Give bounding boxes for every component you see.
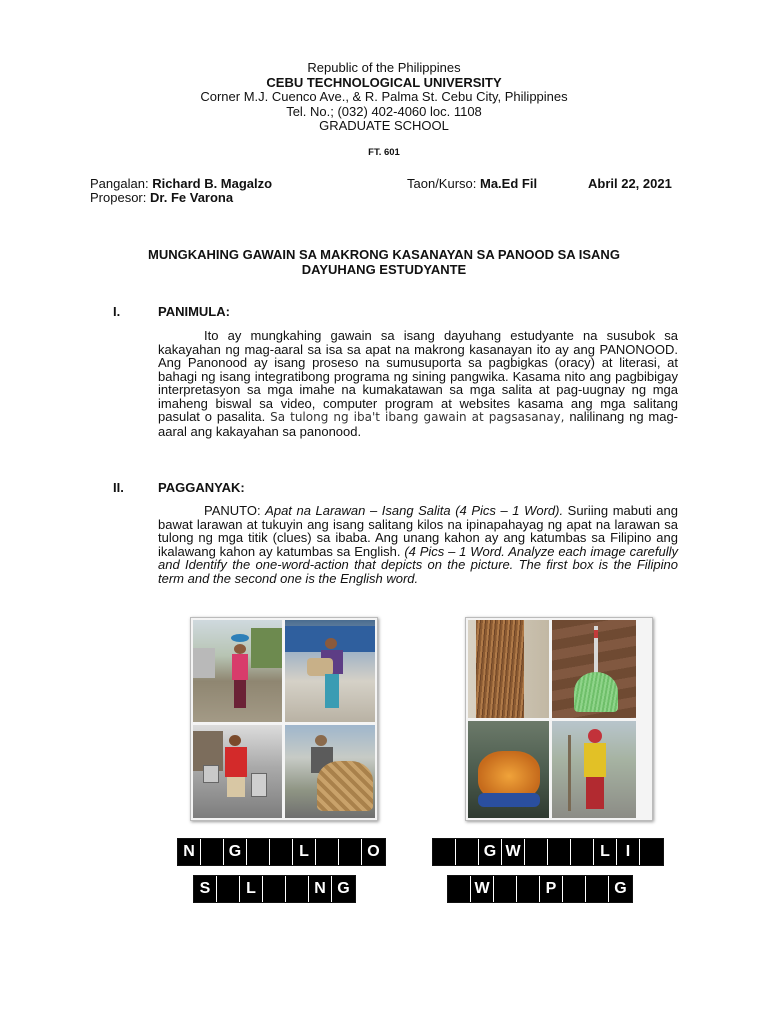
letter-box [217, 876, 240, 902]
photo-man-carrying-buckets [193, 725, 282, 818]
picture-collage-sweep [465, 617, 653, 821]
letter-box: N [178, 839, 201, 865]
panuto-english: (4 Pics – 1 Word. Analyze each image carefully and Identify the one-word-action that depicts on the picture. The first box is the Filipino term and the second one is the English word. [158, 543, 678, 586]
letter-box [270, 839, 293, 865]
puzzle-2-english-boxes [447, 875, 633, 903]
letter-box: L [594, 839, 617, 865]
letter-box [571, 839, 594, 865]
letter-box [433, 839, 456, 865]
letter-box: W [502, 839, 525, 865]
section-1-body [158, 329, 678, 438]
photo-dustpan-with-leaves [468, 721, 549, 818]
section-1-text-end: nalilinang ng mag-aaral ang kakayahan sa panonood. [158, 409, 679, 439]
puzzle-1-english-boxes [193, 875, 356, 903]
photo-man-with-large-woven-basket [285, 725, 375, 818]
address-line: Corner M.J. Cuenco Ave., & R. Palma St. Cebu City, Philippines [200, 89, 568, 104]
letter-box [448, 876, 471, 902]
panuto-body: Suriing mabuti ang bawat larawan at tukuyin ang isang salitang kilos na ipinapahayag ng apat na larawan sa tulong ng mga titik (clues) sa ibaba. Ang unang kahon ay ang katumbas sa Filipino ang ikalawang kahon ay katumbas sa English. [158, 503, 678, 559]
letter-box: W [471, 876, 494, 902]
school-name: GRADUATE SCHOOL [319, 118, 449, 133]
letter-box: G [332, 876, 355, 902]
letter-box [548, 839, 571, 865]
photo-woman-carrying-basin-on-head [193, 620, 282, 722]
letter-box [456, 839, 479, 865]
name-value: Richard B. Magalzo [152, 176, 273, 191]
letter-box [316, 839, 339, 865]
section-1-number: I. [113, 304, 121, 319]
letter-box [286, 876, 309, 902]
letter-box [525, 839, 548, 865]
university-name: CEBU TECHNOLOGICAL UNIVERSITY [266, 74, 502, 90]
letter-box [586, 876, 609, 902]
photo-soft-broom [552, 620, 636, 718]
panuto-title: Apat na Larawan – Isang Salita (4 Pics – 1 Word). [265, 503, 564, 518]
letter-box: P [540, 876, 563, 902]
letter-box [517, 876, 540, 902]
name-row [90, 176, 272, 191]
title-line-1: MUNGKAHING GAWAIN SA MAKRONG KASANAYAN SA PANOOD SA ISANG [148, 247, 620, 262]
letter-box: S [194, 876, 217, 902]
letter-box: L [240, 876, 263, 902]
course-row [407, 176, 537, 191]
section-2-heading: PAGGANYAK: [158, 480, 245, 495]
letter-box: I [617, 839, 640, 865]
picture-collage-carry [190, 617, 378, 821]
puzzle-1-filipino-boxes [177, 838, 386, 866]
form-code: FT. 601 [368, 147, 400, 158]
document-header [0, 61, 768, 134]
title-line-2: DAYUHANG ESTUDYANTE [301, 262, 467, 277]
letter-box [263, 876, 286, 902]
letter-box [247, 839, 270, 865]
course-label: Taon/Kurso: [407, 176, 477, 191]
letter-box: G [479, 839, 502, 865]
professor-row [90, 190, 233, 205]
letter-box [494, 876, 517, 902]
letter-box [201, 839, 224, 865]
country-line: Republic of the Philippines [307, 60, 461, 75]
course-value: Ma.Ed Fil [480, 176, 538, 191]
photo-stick-broom [468, 620, 549, 718]
professor-value: Dr. Fe Varona [150, 190, 234, 205]
date-value: Abril 22, 2021 [588, 176, 672, 191]
photo-street-sweeper [552, 721, 636, 818]
letter-box [563, 876, 586, 902]
professor-label: Propesor: [90, 190, 147, 205]
puzzle-2-filipino-boxes [432, 838, 664, 866]
letter-box: O [362, 839, 385, 865]
letter-box: L [293, 839, 316, 865]
letter-box: N [309, 876, 332, 902]
letter-box [640, 839, 663, 865]
letter-box [339, 839, 362, 865]
letter-box: G [224, 839, 247, 865]
document-title [0, 247, 768, 277]
letter-box: G [609, 876, 632, 902]
section-2-number: II. [113, 480, 124, 495]
section-2-body [158, 504, 678, 585]
panuto-label: PANUTO: [204, 503, 261, 518]
section-1-heading: PANIMULA: [158, 304, 230, 319]
name-label: Pangalan: [90, 176, 149, 191]
section-1-text: Ito ay mungkahing gawain sa isang dayuhang estudyante na susubok sa kakayahan ng mag-aaral sa isa sa apat na makrong kasanayan ito ay ang PANONOOD. Ang Panonood ay isang proseso na sumusuporta sa pagbigkas (oracy) at literasi, at bahagi ng isang integratibong programa ng sining pangwika. Kasama nito ang pagbibigay interpretasyon sa mga imahe na kumakatawan sa mga salita at pag-uugnay ng mga imaheng biswal sa video, computer program at websites kasama ang mga salitang pasulat o pasalita. [158, 328, 678, 424]
telephone-line: Tel. No.; (032) 402-4060 loc. 1108 [286, 103, 482, 119]
photo-person-carrying-basket [285, 620, 375, 722]
section-1-text-alt: Sa tulong ng iba't ibang gawain at pagsasanay, [270, 410, 565, 424]
